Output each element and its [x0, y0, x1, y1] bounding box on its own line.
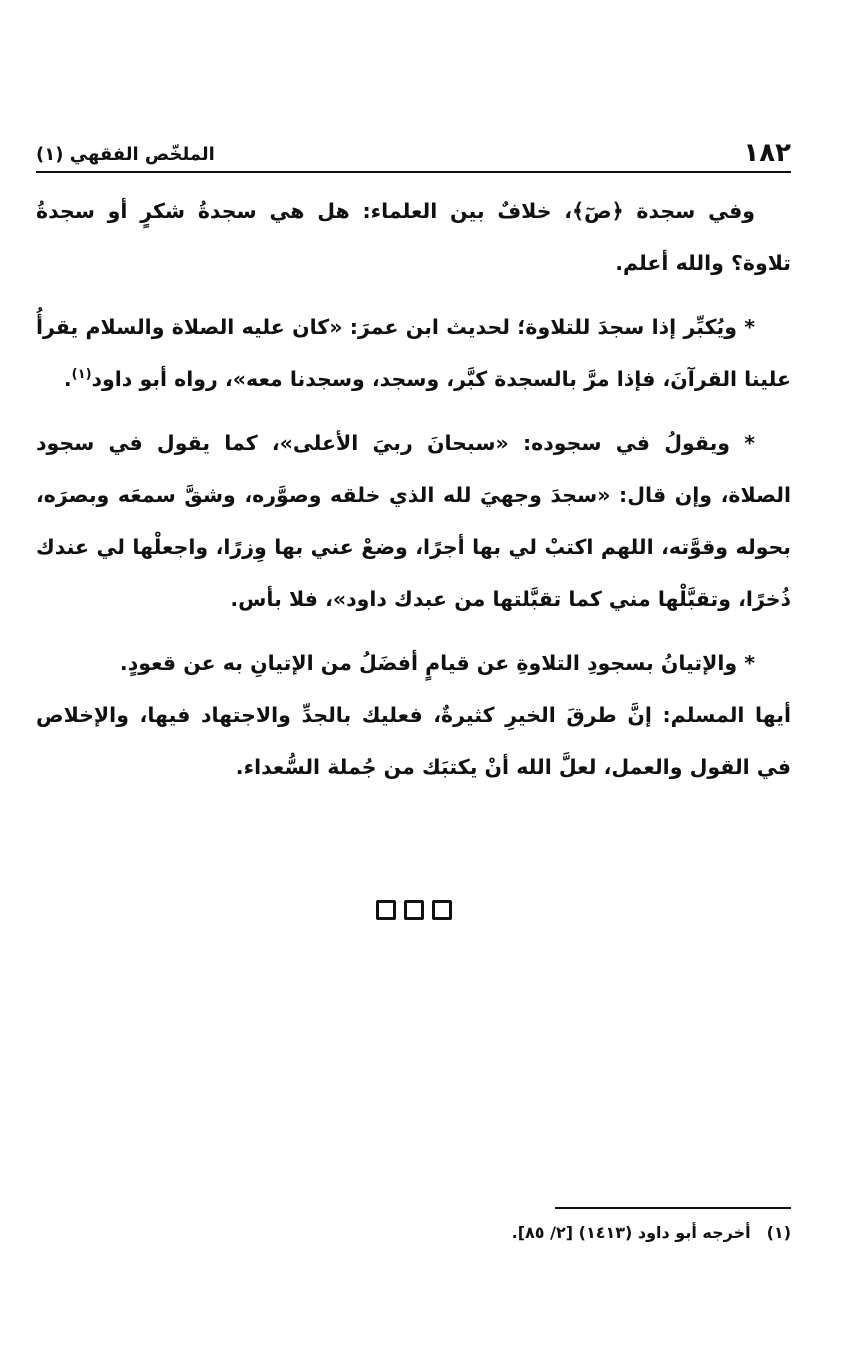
paragraph-closing: أيها المسلم: إنَّ طرقَ الخيرِ كثيرةٌ، فعليك بالجدِّ والاجتهاد فيها، والإخلاص في القول والعمل، لعلَّ الله أنْ يكتبَك من جُملة السُّعداء. — [36, 703, 791, 779]
paragraph-takbir-end: . — [63, 367, 72, 391]
book-page — [36, 0, 791, 1366]
footnote-reference: (١) — [71, 367, 92, 383]
section-divider — [36, 900, 791, 920]
running-title: الملخّص الفقهي (١) — [36, 144, 215, 165]
page-number: ١٨٢ — [743, 138, 791, 168]
footnote-number: (١) — [766, 1223, 791, 1242]
paragraph-sajdah-sad: وفي سجدة ﴿صٓ﴾، خلافٌ بين العلماء: هل هي سجدةُ شكرٍ أو سجدةُ تلاوة؟ والله أعلم. — [36, 199, 791, 275]
footnote — [36, 1218, 791, 1248]
footnote-rule — [555, 1207, 791, 1209]
paragraph-qiyam: * والإتيانُ بسجودِ التلاوةِ عن قيامٍ أفضَلُ من الإتيانِ به عن قعودٍ. — [119, 651, 755, 675]
page-header — [36, 134, 791, 168]
header-rule — [36, 171, 791, 173]
paragraph-takbir-text: * ويُكبِّر إذا سجدَ للتلاوة؛ لحديث ابن عمرَ: «كان عليه الصلاة والسلام يقرأُ علينا القرآنَ، فإذا مرَّ بالسجدة كبَّر، وسجد، وسجدنا معه»، رواه أبو داود — [36, 315, 791, 391]
main-text — [36, 185, 791, 805]
square-icon — [376, 900, 396, 920]
paragraph-takbir — [36, 301, 791, 405]
paragraph-sujud-dua: * ويقولُ في سجوده: «سبحانَ ربيَ الأعلى»، كما يقول في سجود الصلاة، وإن قال: «سجدَ وجهيَ لله الذي خلقه وصوَّره، وشقَّ سمعَه وبصرَه، بحوله وقوَّته، اللهم اكتبْ لي بها أجرًا، وضعْ عني بها وِزرًا، واجعلْها لي عندك ذُخرًا، وتقبَّلْها مني كما تقبَّلتها من عبدك داود»، فلا بأس. — [36, 431, 791, 611]
square-icon — [404, 900, 424, 920]
footnote-text: أخرجه أبو داود (١٤١٣) [٢/ ٨٥]. — [511, 1223, 751, 1242]
square-icon — [432, 900, 452, 920]
